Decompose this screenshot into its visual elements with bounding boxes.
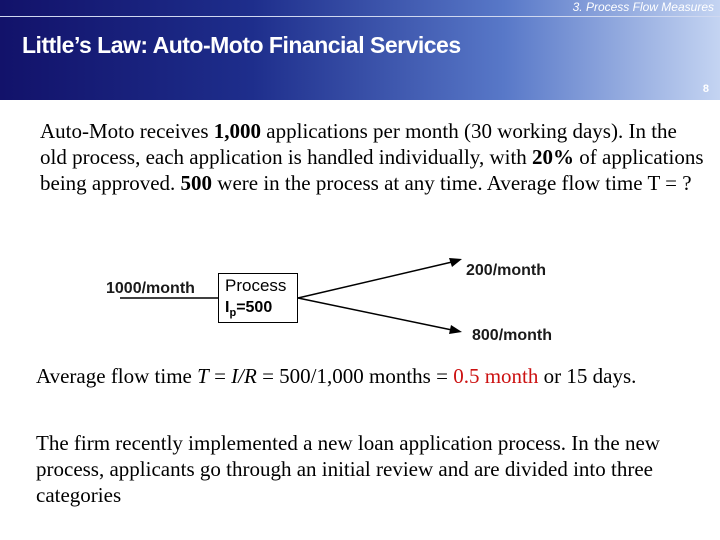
section-label: 3. Process Flow Measures bbox=[572, 0, 714, 14]
problem-text-1: Auto-Moto receives bbox=[40, 119, 214, 143]
approved-arrowhead bbox=[449, 258, 462, 267]
answer-result: 0.5 month bbox=[453, 364, 539, 388]
header-divider bbox=[0, 16, 720, 17]
problem-statement bbox=[40, 118, 705, 196]
process-label: Process bbox=[225, 276, 287, 295]
approval-rate-value: 20% bbox=[532, 145, 575, 169]
flow-time-answer bbox=[36, 363, 686, 389]
inflow-label: 1000/month bbox=[106, 280, 195, 297]
process-flow-diagram bbox=[0, 240, 720, 350]
problem-text-4: were in the process at any time. Average flow time T = ? bbox=[212, 171, 692, 195]
answer-T-symbol: T bbox=[197, 364, 209, 388]
page-number: 8 bbox=[702, 83, 709, 95]
new-process-paragraph: The firm recently implemented a new loan application process. In the new process, applicants go through an initial review and are divided into three categories bbox=[36, 431, 660, 507]
in-process-value: 500 bbox=[180, 171, 213, 195]
slide-header bbox=[0, 0, 720, 100]
answer-text-2: = bbox=[208, 364, 232, 388]
approved-flow-label: 200/month bbox=[466, 262, 547, 279]
rejected-arrowhead bbox=[449, 325, 462, 334]
answer-text-4: or 15 days. bbox=[538, 364, 637, 388]
applications-value: 1,000 bbox=[213, 119, 262, 143]
rejected-flow-label: 800/month bbox=[472, 327, 553, 344]
answer-formula: I/R bbox=[231, 364, 257, 388]
rejected-arrow-line bbox=[298, 298, 452, 330]
process-box bbox=[218, 273, 298, 323]
inventory-symbol: I bbox=[225, 299, 230, 316]
inventory-subscript: p bbox=[229, 307, 237, 320]
problem-text-3: of applications being approved. bbox=[40, 145, 704, 195]
slide-title: Little’s Law: Auto-Moto Financial Services bbox=[22, 32, 461, 58]
inventory-label bbox=[225, 299, 272, 319]
approved-arrow-line bbox=[298, 262, 452, 298]
inventory-value: =500 bbox=[236, 299, 273, 316]
answer-text-1: Average flow time bbox=[36, 364, 198, 388]
problem-text-2: applications per month (30 working days). In the old process, each application is handled individually, with bbox=[40, 119, 677, 169]
answer-text-3: = 500/1,000 months = bbox=[256, 364, 454, 388]
